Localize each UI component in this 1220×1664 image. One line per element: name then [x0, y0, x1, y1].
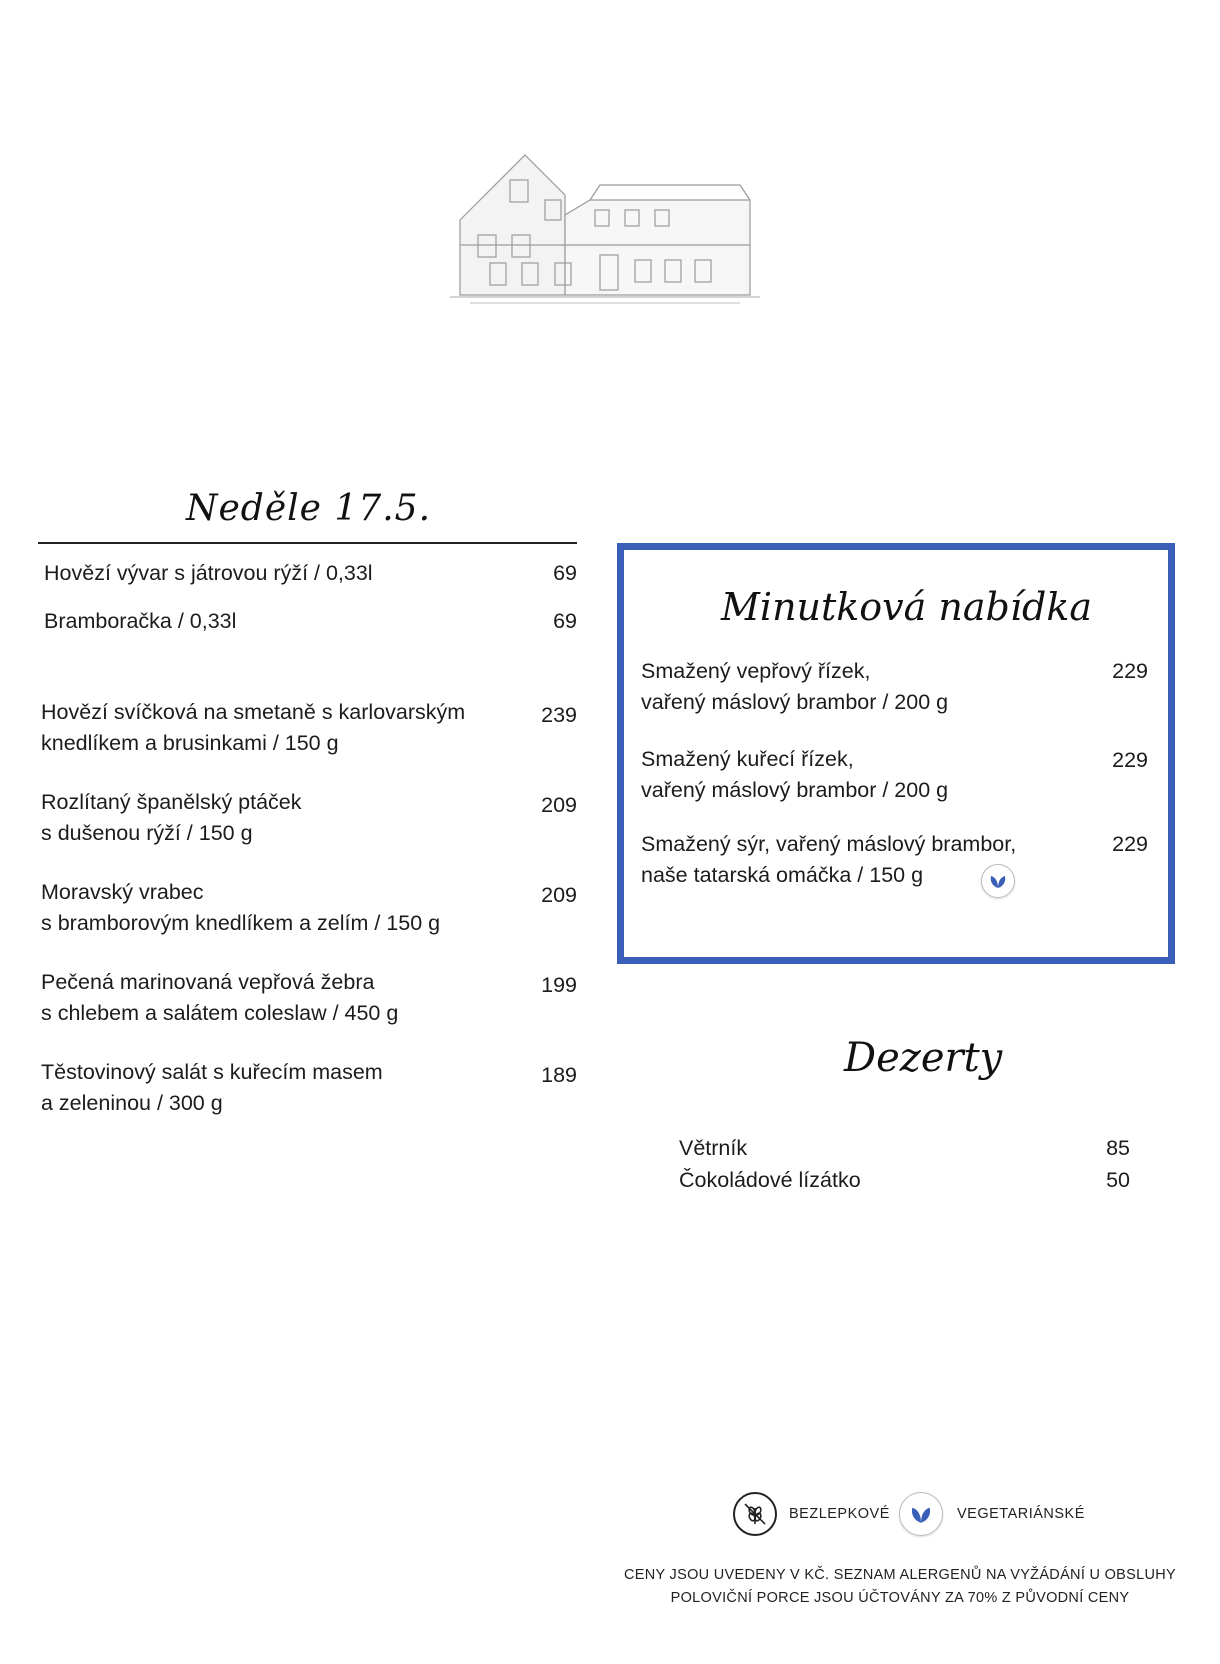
soup-price: 69 — [553, 609, 577, 633]
quick-item: Smažený sýr, vařený máslový brambor, naše tatarská omáčka / 150 g — [641, 832, 1017, 887]
main-item: Rozlítaný španělský ptáček s dušenou rýží / 150 g — [41, 790, 302, 845]
main-item: Pečená marinovaná vepřová žebra s chlebem a salátem coleslaw / 450 g — [41, 970, 399, 1025]
quick-price: 229 — [1112, 659, 1148, 683]
main-item: Hovězí svíčková na smetaně s karlovarským knedlíkem a brusinkami / 150 g — [41, 700, 466, 755]
quick-item: Smažený vepřový řízek, vařený máslový brambor / 200 g — [641, 659, 949, 714]
main-item: Moravský vrabec s bramborovým knedlíkem a zelím / 150 g — [41, 880, 441, 935]
footer-note-half-portion: POLOVIČNÍ PORCE JSOU ÚČTOVÁNY ZA 70% Z PŮVODNÍ CENY — [670, 1590, 1130, 1606]
soup-item: Hovězí vývar s játrovou rýží / 0,33l — [44, 561, 373, 585]
main-price: 209 — [541, 793, 577, 817]
main-price: 199 — [541, 973, 577, 997]
dessert-price: 50 — [1106, 1168, 1130, 1192]
soup-item: Bramboračka / 0,33l — [44, 609, 237, 633]
dessert-item: Čokoládové lízátko — [679, 1168, 861, 1192]
quick-price: 229 — [1112, 832, 1148, 856]
legend-vegetarian — [899, 1492, 1085, 1536]
main-item: Těstovinový salát s kuřecím masem a zeleninou / 300 g — [41, 1060, 383, 1115]
footer-note-currency: CENY JSOU UVEDENY V KČ. SEZNAM ALERGENŮ NA VYŽÁDÁNÍ U OBSLUHY — [624, 1567, 1176, 1583]
day-title: Neděle 17.5. — [186, 488, 432, 529]
vegetarian-leaf-icon — [899, 1492, 943, 1536]
pension-building-logo — [450, 145, 760, 315]
vegetarian-leaf-icon — [981, 864, 1015, 898]
main-price: 209 — [541, 883, 577, 907]
legend-gluten-free — [733, 1492, 890, 1536]
quick-item: Smažený kuřecí řízek, vařený máslový brambor / 200 g — [641, 747, 949, 802]
quick-price: 229 — [1112, 748, 1148, 772]
dessert-item: Větrník — [679, 1136, 748, 1160]
main-price: 239 — [541, 703, 577, 727]
main-price: 189 — [541, 1063, 577, 1087]
soup-price: 69 — [553, 561, 577, 585]
quick-menu-title: Minutková nabídka — [721, 585, 1093, 629]
day-divider — [38, 542, 577, 544]
legend-gluten-free-label: BEZLEPKOVÉ — [789, 1506, 890, 1522]
legend-vegetarian-label: VEGETARIÁNSKÉ — [957, 1506, 1085, 1522]
gluten-free-wheat-icon — [733, 1492, 777, 1536]
desserts-title: Dezerty — [844, 1035, 1003, 1081]
dessert-price: 85 — [1106, 1136, 1130, 1160]
